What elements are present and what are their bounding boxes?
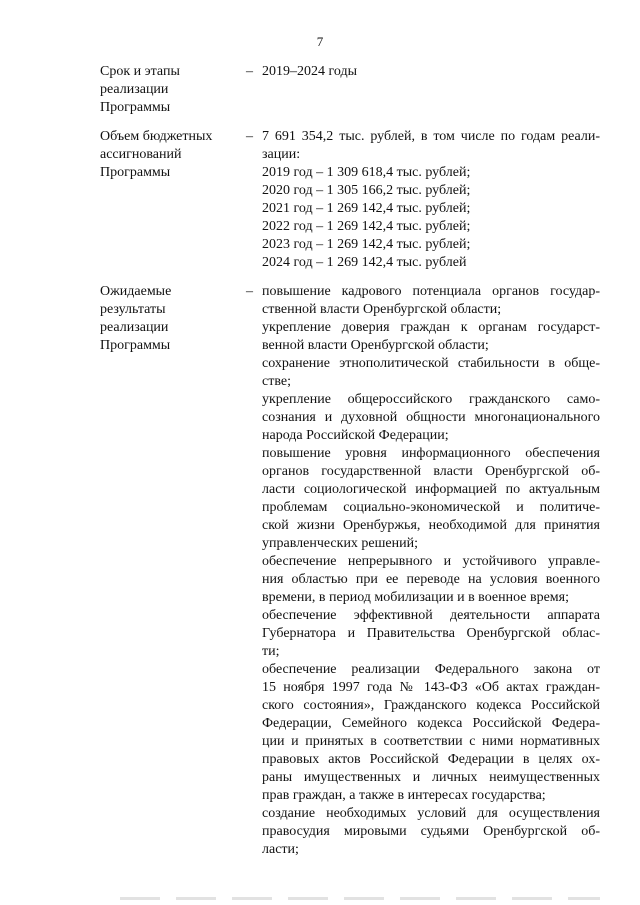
text-line: прав граждан, а также в интересах государства; [262, 788, 546, 803]
text-line: создание необходимых условий для осуществления [262, 806, 600, 821]
section-term-dash: – [246, 64, 253, 79]
text-line: 2019–2024 годы [262, 64, 358, 79]
text-line: стве; [262, 374, 291, 389]
text-line: Губернатора и Правительства Оренбургской облас- [262, 626, 600, 641]
text-line: 2019 год – 1 309 618,4 тыс. рублей; [262, 165, 471, 180]
section-term-value [262, 63, 600, 81]
text-line: Федерации, Семейного кодекса Российской Федера- [262, 716, 600, 731]
text-line: зации: [262, 147, 301, 162]
page-number: 7 [316, 34, 324, 49]
text-line: времени, в период мобилизации и в военное время; [262, 590, 569, 605]
section-budget-dash: – [246, 129, 253, 144]
scan-artifact-strip [120, 897, 600, 900]
text-line: 2022 год – 1 269 142,4 тыс. рублей; [262, 219, 471, 234]
text-line: ского состояния», Гражданского кодекса Российской [262, 698, 600, 713]
text-line: укрепление общероссийского гражданского само- [262, 392, 600, 407]
text-line: укрепление доверия граждан к органам государст- [262, 320, 600, 335]
text-line: 2021 год – 1 269 142,4 тыс. рублей; [262, 201, 471, 216]
text-line: раны имущественных и личных неимущественных [262, 770, 600, 785]
text-line: сознания и духовной общности многонационального [262, 410, 600, 425]
text-line: ласти социологической информацией по актуальным [262, 482, 600, 497]
section-results-value [262, 283, 600, 859]
text-line: 7 691 354,2 тыс. рублей, в том числе по годам реали- [262, 129, 600, 144]
text-line: правосудия мировыми судьями Оренбургской об- [262, 824, 600, 839]
text-line: сохранение этнополитической стабильности в обще- [262, 356, 600, 371]
text-line: народа Российской Федерации; [262, 428, 449, 443]
text-line: 2023 год – 1 269 142,4 тыс. рублей; [262, 237, 471, 252]
text-line: правовых актов Российской Федерации в целях ох- [262, 752, 600, 767]
text-line: 2020 год – 1 305 166,2 тыс. рублей; [262, 183, 471, 198]
text-line: обеспечение непрерывного и устойчивого управле- [262, 554, 600, 569]
section-budget-label: Объем бюджетных ассигнований Программы [100, 129, 213, 180]
text-line: повышение кадрового потенциала органов государ- [262, 284, 600, 299]
text-line: повышение уровня информационного обеспечения [262, 446, 600, 461]
text-line: ласти; [262, 842, 299, 857]
text-line: ской жизни Оренбуржья, необходимой для принятия [262, 518, 600, 533]
text-line: ния областью при ее переводе на условия военного [262, 572, 600, 587]
text-line: обеспечение реализации Федерального закона от [262, 662, 600, 677]
section-term-label: Срок и этапы реализации Программы [100, 64, 180, 115]
section-results-label: Ожидаемые результаты реализации Программы [100, 284, 172, 353]
text-line: ции и принятых в соответствии с ними нормативных [262, 734, 600, 749]
text-line: ственной власти Оренбургской области; [262, 302, 502, 317]
section-results-dash: – [246, 284, 253, 299]
text-line: 15 ноября 1997 года № 143-ФЗ «Об актах граждан- [262, 680, 600, 695]
text-line: венной власти Оренбургской области; [262, 338, 489, 353]
text-line: 2024 год – 1 269 142,4 тыс. рублей [262, 255, 467, 270]
text-line: ти; [262, 644, 280, 659]
text-line: управленческих решений; [262, 536, 419, 551]
text-line: органов государственной власти Оренбургской об- [262, 464, 600, 479]
section-budget-value [262, 128, 600, 272]
text-line: обеспечение эффективной деятельности аппарата [262, 608, 600, 623]
text-line: проблемам социально-экономической и политиче- [262, 500, 600, 515]
